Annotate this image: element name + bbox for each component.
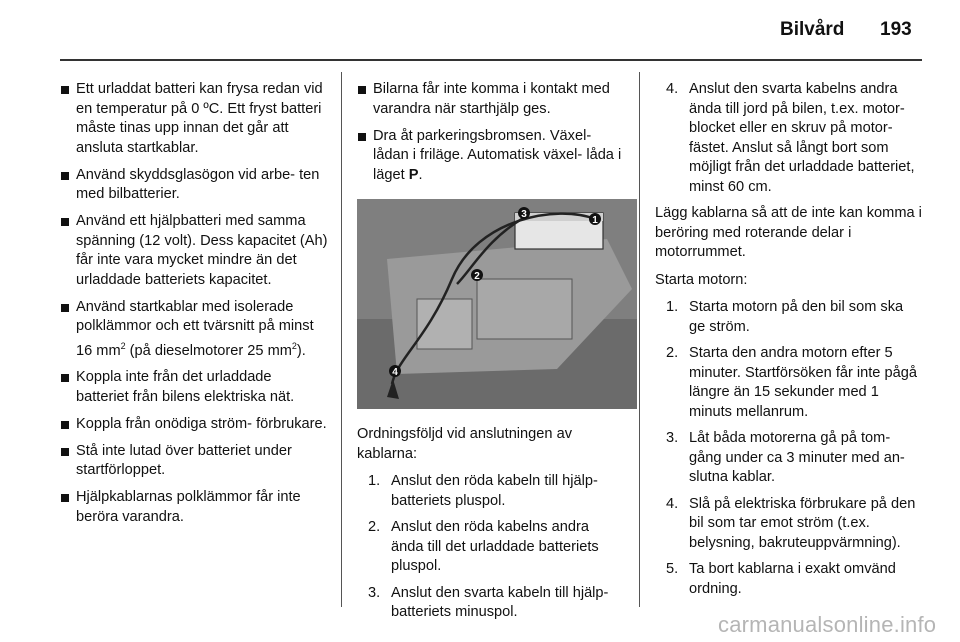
callout-3-label: 3	[521, 209, 527, 220]
bullet-square-icon	[61, 448, 69, 456]
bullet-item	[60, 298, 328, 361]
bullet-square-icon	[61, 172, 69, 180]
step-text: Starta motorn på den bil som ska ge ström.	[689, 299, 904, 335]
bullet-text: Koppla inte från det urladdade batteriet från bilens elektriska nät.	[76, 369, 295, 405]
bullet-item	[60, 442, 328, 481]
column-1	[60, 80, 328, 535]
superscript: 2	[120, 340, 126, 351]
step-text: Starta den andra motorn efter 5 minuter. Startförsöken får inte pågå längre än 15 sekunder med 1 minuts mellanrum.	[689, 345, 917, 420]
list-item	[655, 560, 923, 599]
list-item	[655, 429, 923, 488]
bullet-square-icon	[358, 86, 366, 94]
paragraph: Lägg kablarna så att de inte kan komma i beröring med roterande delar i motorrummet.	[655, 205, 922, 260]
list-item	[655, 344, 923, 422]
bullet-square-icon	[61, 304, 69, 312]
step-text: Låt båda motorerna gå på tom- gång under ca 3 minuter med an- slutna kablar.	[689, 430, 905, 485]
bullet-item	[60, 368, 328, 407]
bullet-text: Koppla från onödiga ström- förbrukare.	[76, 415, 327, 432]
step-number: 1.	[368, 473, 381, 489]
bullet-text: .	[418, 166, 423, 183]
bullet-item	[60, 80, 328, 158]
step-number: 4.	[666, 81, 679, 97]
step-text: Anslut den svarta kabeln till hjälp- batteriets minuspol.	[391, 584, 609, 620]
column-divider-2	[639, 72, 640, 607]
list-item	[655, 495, 923, 554]
bullet-square-icon	[61, 374, 69, 382]
page-header-title: Bilvård	[780, 19, 845, 40]
step-text: Anslut den svarta kabelns andra ända till jord på bilen, t.ex. motor- blocket eller en skruv på motor- fästet. Anslut så långt bort som möjligt från det urladdade batteriet, minst 60 cm.	[689, 81, 915, 195]
bullet-square-icon	[61, 218, 69, 226]
sequence-intro: Ordningsföljd vid anslutningen av kablarna:	[357, 426, 572, 462]
bullet-text: Bilarna får inte komma i kontakt med varandra när starthjälp ges.	[373, 81, 610, 117]
bullet-item	[357, 80, 625, 119]
bullet-item	[60, 212, 328, 290]
step-number: 1.	[666, 299, 679, 315]
bullet-text: Dra åt parkeringsbromsen. Växel- lådan i friläge. Automatisk växel- låda i läget	[373, 127, 622, 183]
bullet-text: Hjälpkablarnas polklämmor får inte beröra varandra.	[76, 489, 301, 525]
bullet-square-icon	[61, 494, 69, 502]
step-text: Slå på elektriska förbrukare på den bil som tar emot ström (t.ex. belysning, bakruteuppvärmning).	[689, 495, 916, 551]
list-item	[655, 298, 923, 337]
step-text: Ta bort kablarna i exakt omvänd ordning.	[689, 561, 896, 597]
bullet-square-icon	[61, 86, 69, 94]
step-number: 3.	[368, 584, 381, 601]
step-number: 4.	[666, 495, 679, 512]
step-number: 3.	[666, 430, 679, 446]
paragraph: Starta motorn:	[655, 271, 748, 288]
step-text: Anslut den röda kabeln till hjälp- batteriets pluspol.	[391, 473, 598, 509]
list-item	[357, 472, 625, 511]
engine-bay-image	[357, 199, 637, 409]
bullet-text: (på dieselmotorer 25 mm	[125, 342, 292, 359]
column-divider-1	[341, 72, 342, 607]
step-text: Anslut den röda kabelns andra ända till det urladdade batteriets pluspol.	[391, 519, 599, 574]
callout-4-label: 4	[392, 367, 398, 378]
bullet-text: Ett urladdat batteri kan frysa redan vid en temperatur på 0 ºC. Ett fryst batteri måste tinas upp innan det går att ansluta startkablar.	[76, 81, 323, 156]
watermark: carmanualsonline.info	[718, 612, 937, 637]
callout-2-label: 2	[474, 271, 480, 282]
bullet-item	[357, 127, 625, 186]
bullet-item	[60, 415, 328, 435]
bullet-text: Stå inte lutad över batteriet under startförloppet.	[76, 442, 292, 479]
list-item	[655, 80, 923, 197]
bullet-text: Använd ett hjälpbatteri med samma spänning (12 volt). Dess kapacitet (Ah) får inte vara mycket mindre än det urladdade batteriets kapacitet.	[76, 213, 328, 288]
page-number: 193	[880, 19, 912, 40]
bullet-text: Använd startkablar med isolerade polklämmor och ett tvärsnitt på minst 16 mm	[76, 298, 314, 359]
superscript: 2	[291, 340, 297, 351]
step-number: 2.	[666, 345, 679, 361]
list-item	[357, 584, 625, 623]
header-rule	[60, 59, 922, 61]
column-3	[655, 80, 923, 606]
callout-1-label: 1	[592, 215, 598, 226]
jump-start-illustration	[357, 199, 637, 409]
step-number: 2.	[368, 519, 381, 535]
list-item	[357, 518, 625, 577]
step-number: 5.	[666, 561, 679, 577]
column-2	[357, 80, 625, 630]
bullet-text: ).	[296, 342, 306, 359]
gear-position-label: P	[408, 166, 419, 183]
bullet-item	[60, 488, 328, 527]
bullet-item	[60, 166, 328, 205]
bullet-square-icon	[61, 421, 69, 429]
bullet-square-icon	[358, 133, 366, 141]
bullet-text: Använd skyddsglasögon vid arbe- ten med bilbatterier.	[76, 166, 320, 202]
